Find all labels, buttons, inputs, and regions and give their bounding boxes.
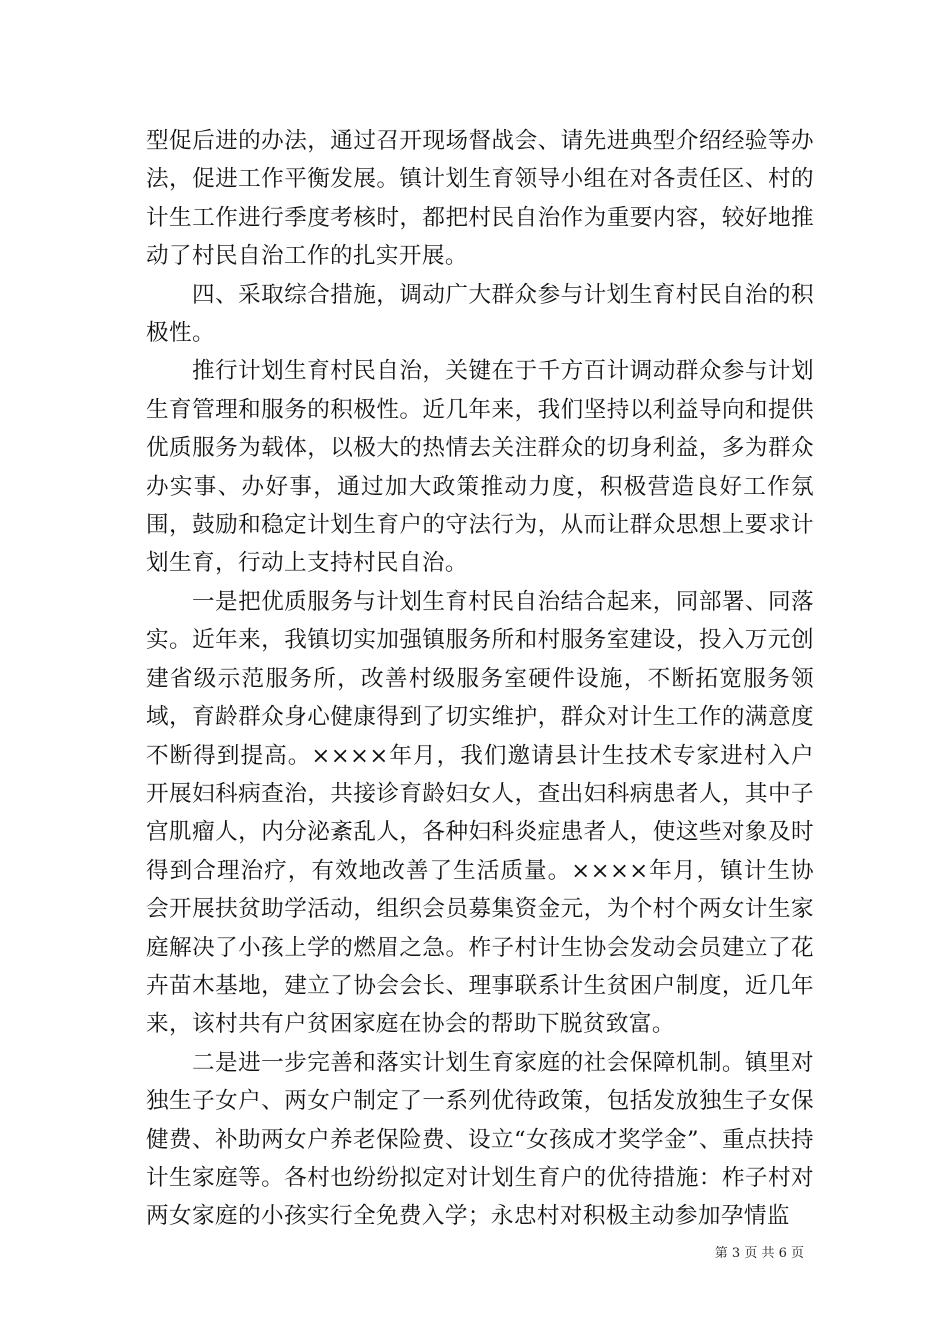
page-number: 第 3 页 共 6 页: [714, 1246, 804, 1261]
paragraph-point-two: 二是进一步完善和落实计划生育家庭的社会保障机制。镇里对独生子女户、两女户制定了一系列优待政策，包括发放独生子女保健费、补助两女户养老保险费、设立“女孩成才奖学金”、重点扶持计生家庭等。各村也纷纷拟定对计划生育户的优待措施：柞子村对两女家庭的小孩实行全免费入学；永忠村对积极主动参加孕情监: [146, 1049, 814, 1230]
paragraph-intro: 推行计划生育村民自治，关键在于千方百计调动群众参与计划生育管理和服务的积极性。近几年来，我们坚持以利益导向和提供优质服务为载体，以极大的热情去关注群众的切身利益，多为群众办实事、办好事，通过加大政策推动力度，积极营造良好工作氛围，鼓励和稳定计划生育户的守法行为，从而让群众思想上要求计划生育，行动上支持村民自治。: [146, 358, 814, 577]
paragraph-section-four-heading: 四、采取综合措施，调动广大群众参与计划生育村民自治的积极性。: [146, 281, 814, 347]
paragraph-point-one: 一是把优质服务与计划生育村民自治结合起来，同部署、同落实。近年来，我镇切实加强镇服务所和村服务室建设，投入万元创建省级示范服务所，改善村级服务室硬件设施，不断拓宽服务领域，育龄群众身心健康得到了切实维护，群众对计生工作的满意度不断得到提高。××××年月，我们邀请县计生技术专家进村入户开展妇科病查治，共接诊育龄妇女人，查出妇科病患者人，其中子宫肌瘤人，内分泌紊乱人，各种妇科炎症患者人，使这些对象及时得到合理治疗，有效地改善了生活质量。××××年月，镇计生协会开展扶贫助学活动，组织会员募集资金元，为个村个两女计生家庭解决了小孩上学的燃眉之急。柞子村计生协会发动会员建立了花卉苗木基地，建立了协会会长、理事联系计生贫困户制度，近几年来，该村共有户贫困家庭在协会的帮助下脱贫致富。: [146, 588, 814, 1038]
paragraph-continuation: 型促后进的办法，通过召开现场督战会、请先进典型介绍经验等办法，促进工作平衡发展。镇计划生育领导小组在对各责任区、村的计生工作进行季度考核时，都把村民自治作为重要内容，较好地推动了村民自治工作的扎实开展。: [146, 128, 814, 270]
document-body: [146, 122, 814, 1236]
